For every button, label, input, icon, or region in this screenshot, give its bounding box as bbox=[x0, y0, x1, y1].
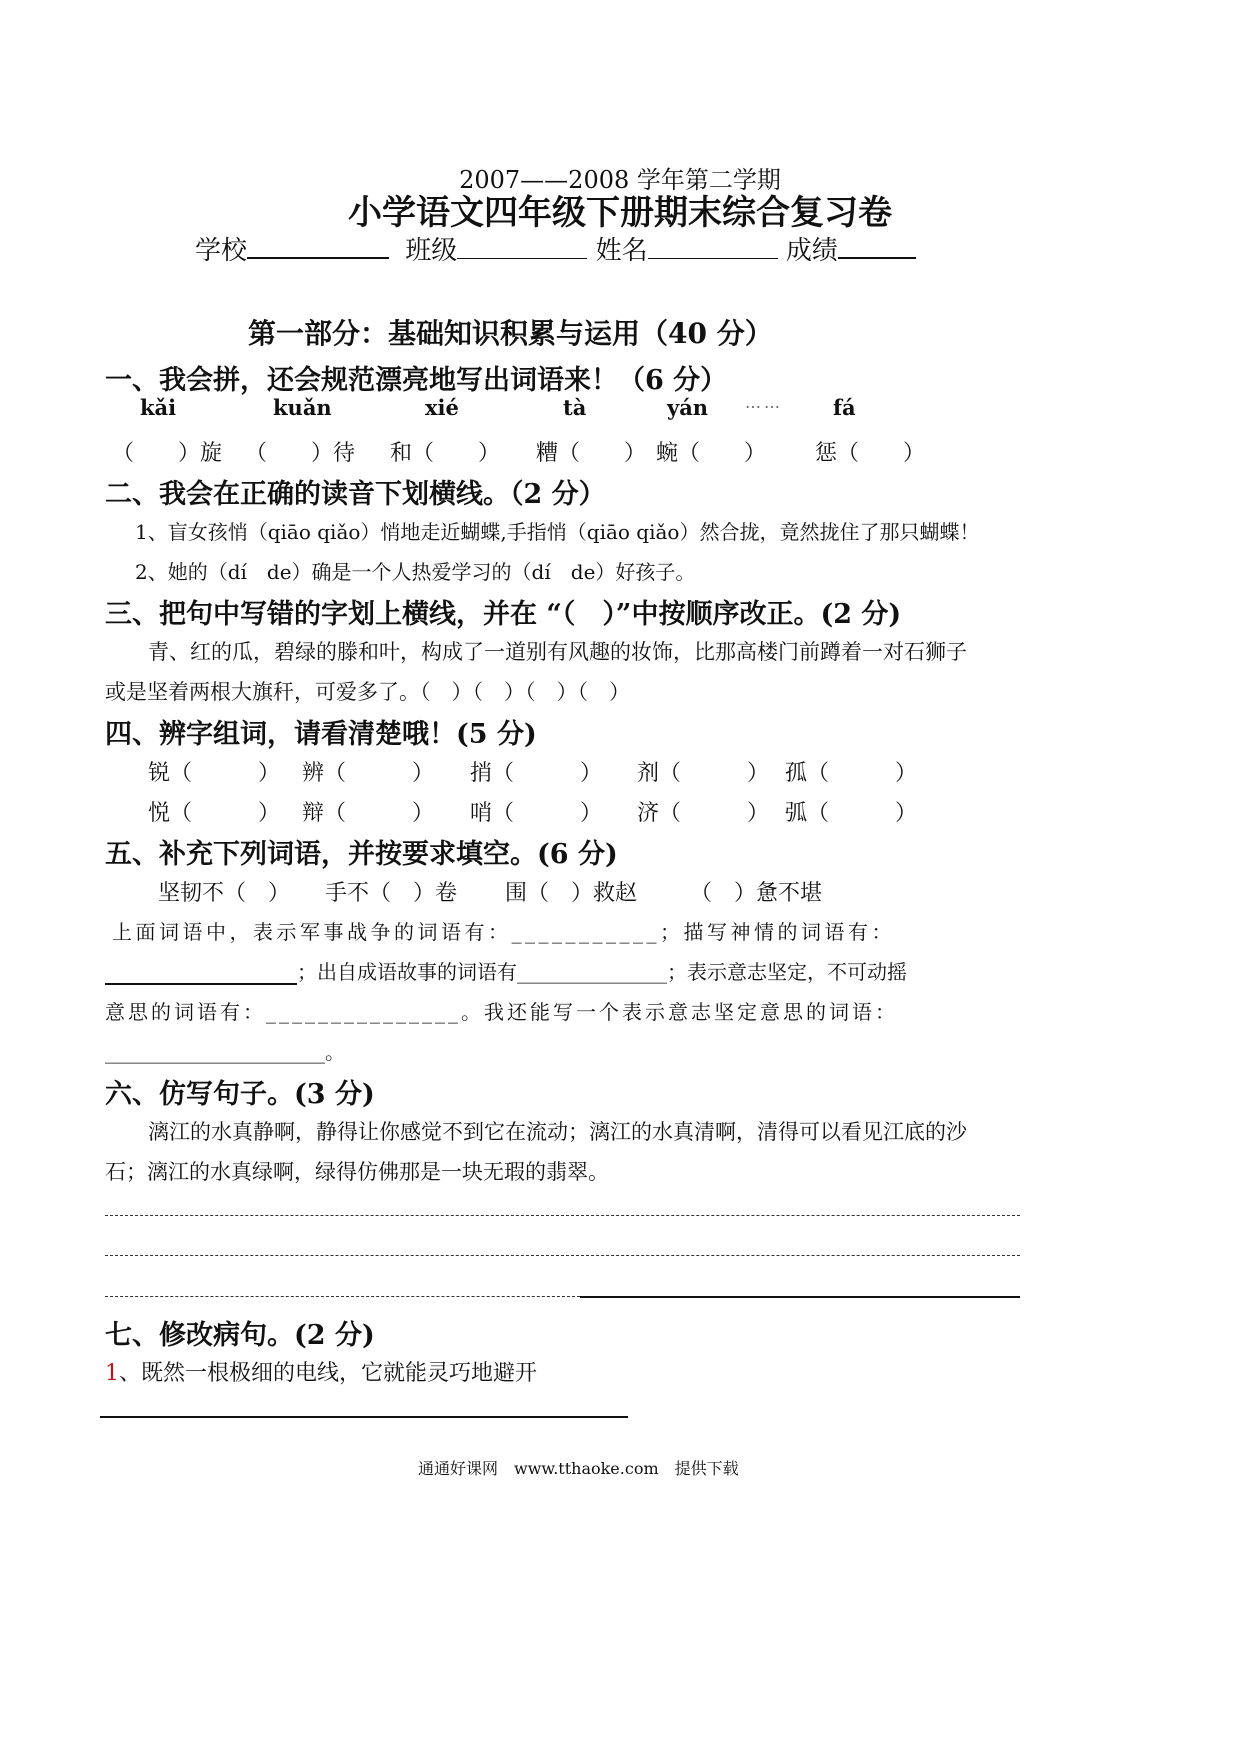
name-input[interactable] bbox=[648, 232, 778, 259]
q3-line-2[interactable]: 或是坚着两根大旗秆，可爱多了。（ ）（ ）（ ）（ ） bbox=[105, 680, 630, 704]
q7-item-number: 1 bbox=[105, 1361, 119, 1386]
question-7-title: 七、修改病句。(2 分) bbox=[105, 1320, 375, 1351]
word-1[interactable]: （ ）旋 bbox=[112, 441, 223, 466]
q4-r2-3[interactable]: 哨（ ） bbox=[470, 801, 603, 826]
q5-word-2[interactable]: 手不（ ）卷 bbox=[325, 881, 458, 906]
footer-credit: 通通好课网 www.tthaoke.com 提供下载 bbox=[418, 1459, 739, 1478]
name-label: 姓名 bbox=[595, 236, 648, 266]
q6-line-2: 石；漓江的水真绿啊，绿得仿佛那是一块无瑕的翡翠。 bbox=[105, 1160, 609, 1184]
answer-line-2[interactable] bbox=[105, 1255, 1020, 1256]
question-3-title: 三、把句中写错的字划上横线，并在 “（ ）”中按顺序改正。(2 分) bbox=[105, 599, 902, 630]
q5-line-4[interactable]: ______________________。 bbox=[105, 1040, 345, 1064]
word-3[interactable]: 和（ ） bbox=[390, 441, 501, 466]
q4-r2-2[interactable]: 辩（ ） bbox=[302, 801, 435, 826]
q3-line-1: 青、红的瓜，碧绿的滕和叶，构成了一道别有风趣的妆饰，比那高楼门前蹲着一对石狮子 bbox=[148, 640, 967, 664]
pinyin-dots: …… bbox=[745, 393, 783, 412]
q7-item-1 bbox=[105, 1356, 537, 1387]
q4-r2-5[interactable]: 弧（ ） bbox=[785, 801, 918, 826]
q4-r1-4[interactable]: 剂（ ） bbox=[637, 761, 770, 786]
school-label: 学校 bbox=[195, 236, 248, 266]
question-2-title: 二、我会在正确的读音下划横线。（2 分） bbox=[105, 479, 606, 510]
q4-r1-5[interactable]: 孤（ ） bbox=[785, 761, 918, 786]
question-4-title: 四、辨字组词，请看清楚哦！(5 分) bbox=[105, 719, 537, 750]
q2-line-1: 1、盲女孩悄（qiāo qiǎo）悄地走近蝴蝶,手指悄（qiāo qiǎo）然合拢，竟然拢住了那只蝴蝶！ bbox=[135, 520, 980, 544]
word-5[interactable]: 蜿（ ） bbox=[656, 441, 767, 466]
pinyin-6: fá bbox=[833, 395, 856, 420]
q5-line-2 bbox=[105, 956, 907, 985]
q5-word-1[interactable]: 坚韧不（ ） bbox=[158, 881, 291, 906]
q2-line-2: 2、她的（dí de）确是一个人热爱学习的（dí de）好孩子。 bbox=[135, 560, 696, 584]
score-input[interactable] bbox=[838, 231, 916, 259]
word-2[interactable]: （ ）待 bbox=[245, 441, 356, 466]
question-6-title: 六、仿写句子。(3 分) bbox=[105, 1079, 375, 1110]
pinyin-2: kuǎn bbox=[273, 395, 332, 420]
pinyin-5: yán bbox=[667, 395, 709, 420]
pinyin-4: tà bbox=[563, 395, 587, 420]
answer-line-1[interactable] bbox=[105, 1215, 1020, 1216]
q6-line-1: 漓江的水真静啊，静得让你感觉不到它在流动；漓江的水真清啊，清得可以看见江底的沙 bbox=[148, 1120, 967, 1144]
q5-line-2-text: ；出自成语故事的词语有_______________；表示意志坚定，不可动摇 bbox=[297, 960, 907, 984]
info-fields bbox=[195, 230, 916, 267]
q5-word-4[interactable]: （ ）惫不堪 bbox=[690, 881, 823, 906]
q5-line-3: 意思的词语有：_______________。我还能写一个表示意志坚定意思的词语： bbox=[105, 1000, 898, 1024]
pinyin-1: kǎi bbox=[140, 395, 177, 420]
q4-r2-1[interactable]: 悦（ ） bbox=[148, 801, 281, 826]
exam-title: 小学语文四年级下册期末综合复习卷 bbox=[348, 193, 892, 233]
class-input[interactable] bbox=[457, 232, 587, 259]
q7-item-text: 、既然一根极细的电线，它就能灵巧地避开 bbox=[119, 1361, 538, 1386]
q4-r1-3[interactable]: 捎（ ） bbox=[470, 761, 603, 786]
question-1-title: 一、我会拼，还会规范漂亮地写出词语来！（6 分） bbox=[105, 365, 728, 396]
answer-line-3a[interactable] bbox=[105, 1296, 580, 1297]
word-4[interactable]: 糟（ ） bbox=[536, 441, 647, 466]
part-one-title: 第一部分：基础知识积累与运用（40 分） bbox=[248, 317, 773, 350]
school-input[interactable] bbox=[247, 231, 389, 259]
q5-line-1: 上面词语中，表示军事战争的词语有：___________；描写神情的词语有： bbox=[112, 920, 895, 944]
q4-r1-2[interactable]: 辨（ ） bbox=[302, 761, 435, 786]
q4-r2-4[interactable]: 济（ ） bbox=[637, 801, 770, 826]
word-6[interactable]: 惩（ ） bbox=[815, 441, 926, 466]
answer-line-3b[interactable] bbox=[580, 1296, 1020, 1298]
class-label: 班级 bbox=[405, 236, 458, 266]
q7-answer-line[interactable] bbox=[100, 1416, 628, 1418]
term-label: 2007——2008 学年第二学期 bbox=[459, 166, 781, 194]
q5-answer-blank[interactable] bbox=[105, 961, 297, 985]
score-label: 成绩 bbox=[785, 236, 838, 266]
q5-word-3[interactable]: 围（ ）救赵 bbox=[505, 881, 638, 906]
q4-r1-1[interactable]: 锐（ ） bbox=[148, 761, 281, 786]
question-5-title: 五、补充下列词语，并按要求填空。(6 分) bbox=[105, 839, 618, 870]
pinyin-3: xié bbox=[425, 395, 459, 420]
